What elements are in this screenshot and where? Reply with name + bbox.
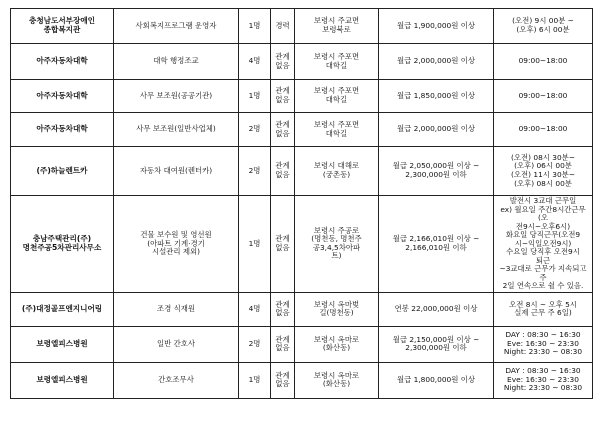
experience-cell: 관계 없음 [271,147,295,196]
location-cell: 보령시 주포면 대학길 [295,113,379,147]
table-row [11,44,593,80]
table-row [11,326,593,362]
job-title-cell: 사무 보조원(일반사업체) [114,113,239,147]
table-row [11,362,593,398]
table-row [11,80,593,113]
wage-cell: 연봉 22,000,000원 이상 [379,292,494,326]
headcount-cell: 1명 [239,80,271,113]
company-name-cell: (주)하늘렌트카 [11,147,114,196]
hours-cell: DAY : 08:30 ~ 16:30 Eve: 16:30 ~ 23:30 Night: 23:30 ~ 08:30 [494,362,593,398]
experience-cell: 경력 [271,9,295,44]
location-cell: 보령시 옥마로 (화산동) [295,326,379,362]
company-name-cell: (주)대정골프엔지니어링 [11,292,114,326]
hours-cell: 09:00~18:00 [494,44,593,80]
headcount-cell: 1명 [239,9,271,44]
company-name-cell: 보령엘피스병원 [11,362,114,398]
hours-cell: 오전 8시 ~ 오후 5시 실제 근무 주 6일) [494,292,593,326]
company-name-cell: 충남주택관리(주) 명천주공5차관리사무소 [11,196,114,293]
hours-cell: 09:00~18:00 [494,80,593,113]
headcount-cell: 1명 [239,196,271,293]
experience-cell: 관계 없음 [271,326,295,362]
table-row [11,9,593,44]
hours-cell: DAY : 08:30 ~ 16:30 Eve: 16:30 ~ 23:30 Night: 23:30 ~ 08:30 [494,326,593,362]
company-name-cell: 아주자동차대학 [11,113,114,147]
job-title-cell: 사무 보조원(공공기관) [114,80,239,113]
wage-cell: 월급 2,166,010원 이상 ~ 2,166,010원 이하 [379,196,494,293]
job-title-cell: 자동차 대여원(렌터카) [114,147,239,196]
wage-cell: 월급 1,850,000원 이상 [379,80,494,113]
hours-cell: (오전) 08시 30분~ (오후) 06시 00분 (오전) 11시 30분~ (오후) 08시 00분 [494,147,593,196]
table-row [11,292,593,326]
wage-cell: 월급 2,050,000원 이상 ~ 2,300,000원 이하 [379,147,494,196]
headcount-cell: 1명 [239,362,271,398]
headcount-cell: 2명 [239,326,271,362]
job-title-cell: 조경 식재원 [114,292,239,326]
experience-cell: 관계 없음 [271,292,295,326]
job-title-cell: 일반 간호사 [114,326,239,362]
headcount-cell: 2명 [239,147,271,196]
company-name-cell: 아주자동차대학 [11,80,114,113]
location-cell: 보령시 대해로 (궁촌동) [295,147,379,196]
job-listing-table [10,8,593,399]
job-title-cell: 건물 보수원 및 영선원 (아파트 기계·경기 시설관리 제외) [114,196,239,293]
wage-cell: 월급 2,000,000원 이상 [379,44,494,80]
wage-cell: 월급 2,000,000원 이상 [379,113,494,147]
experience-cell: 관계 없음 [271,80,295,113]
experience-cell: 관계 없음 [271,196,295,293]
job-title-cell: 사회복지프로그램 운영자 [114,9,239,44]
location-cell: 보령시 옥마벚 길(명천동) [295,292,379,326]
headcount-cell: 4명 [239,44,271,80]
hours-cell: 발전시 3교대 근무일 ex) 월요일 주간8시간근무(오 전9시~오후6시) 화요일 당직근무(오전9 시~익일오전9시) 수요일 당직후 오전9시 퇴근 ~3교대로 근무가 지속되고 주 2일 연속으로 쉴 수 있음. [494,196,593,293]
company-name-cell: 보령엘피스병원 [11,326,114,362]
table-row [11,113,593,147]
wage-cell: 월급 1,900,000원 이상 [379,9,494,44]
wage-cell: 월급 2,150,000원 이상 ~ 2,300,000원 이하 [379,326,494,362]
job-title-cell: 간호조무사 [114,362,239,398]
table-row [11,147,593,196]
hours-cell: (오전) 9시 00분 ~ (오후) 6시 00분 [494,9,593,44]
experience-cell: 관계 없음 [271,44,295,80]
job-title-cell: 대학 행정조교 [114,44,239,80]
company-name-cell: 아주자동차대학 [11,44,114,80]
headcount-cell: 4명 [239,292,271,326]
hours-cell: 09:00~18:00 [494,113,593,147]
experience-cell: 관계 없음 [271,362,295,398]
location-cell: 보령시 주공로 (명천동, 명천주 공3,4,5차아파 트) [295,196,379,293]
location-cell: 보령시 주포면 대학길 [295,44,379,80]
location-cell: 보령시 주포면 대학길 [295,80,379,113]
location-cell: 보령시 옥마로 (화산동) [295,362,379,398]
location-cell: 보령시 주교면 보령북로 [295,9,379,44]
table-row [11,196,593,293]
wage-cell: 월급 1,800,000원 이상 [379,362,494,398]
company-name-cell: 충청남도서부장애인 종합복지관 [11,9,114,44]
experience-cell: 관계 없음 [271,113,295,147]
headcount-cell: 2명 [239,113,271,147]
